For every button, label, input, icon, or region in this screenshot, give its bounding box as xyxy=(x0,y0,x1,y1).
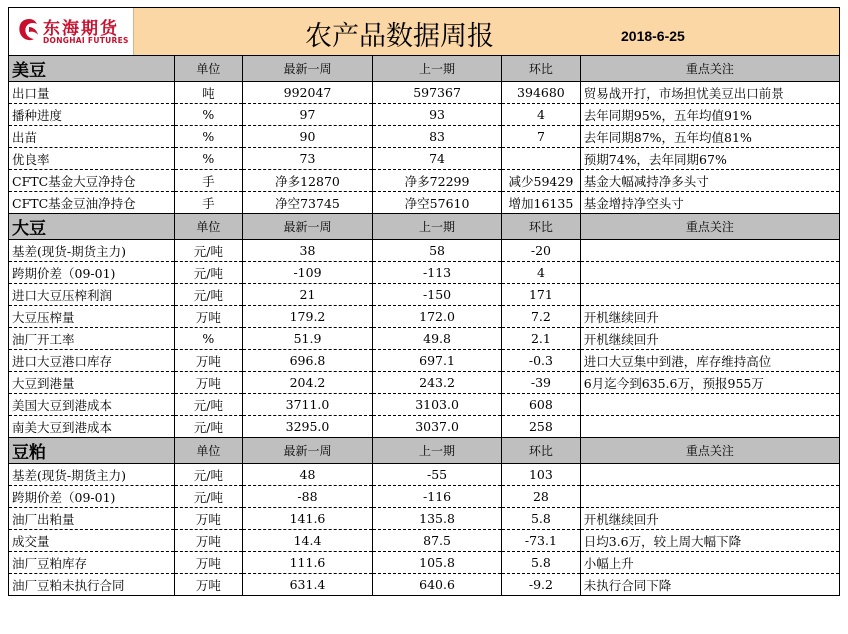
previous-value: 640.6 xyxy=(373,574,502,596)
previous-value: 净空57610 xyxy=(373,192,502,214)
table-row xyxy=(9,104,840,126)
latest-week-value: 179.2 xyxy=(242,306,372,328)
latest-week-value: 3711.0 xyxy=(242,394,372,416)
column-header: 环比 xyxy=(502,56,581,82)
previous-value: 597367 xyxy=(373,82,502,104)
unit-cell: 万吨 xyxy=(174,574,242,596)
previous-value: 净多72299 xyxy=(373,170,502,192)
latest-week-value: 97 xyxy=(242,104,372,126)
column-header: 最新一周 xyxy=(242,56,372,82)
previous-value: 3103.0 xyxy=(373,394,502,416)
unit-cell: 元/吨 xyxy=(174,262,242,284)
column-header: 单位 xyxy=(174,56,242,82)
change-value: 4 xyxy=(502,262,581,284)
unit-cell: 万吨 xyxy=(174,530,242,552)
metric-name: 播种进度 xyxy=(9,104,175,126)
focus-note xyxy=(580,284,839,306)
table-row xyxy=(9,552,840,574)
latest-week-value: 14.4 xyxy=(242,530,372,552)
focus-note: 去年同期95%，五年均值91% xyxy=(580,104,839,126)
previous-value: -55 xyxy=(373,464,502,486)
table-row xyxy=(9,416,840,438)
column-header: 上一期 xyxy=(373,214,502,240)
change-value: 4 xyxy=(502,104,581,126)
change-value: 2.1 xyxy=(502,328,581,350)
previous-value: -116 xyxy=(373,486,502,508)
previous-value: 93 xyxy=(373,104,502,126)
table-row xyxy=(9,486,840,508)
report-table xyxy=(8,7,840,596)
logo-chinese-text: 东海期货 xyxy=(43,19,119,39)
latest-week-value: 净多12870 xyxy=(242,170,372,192)
change-value: 608 xyxy=(502,394,581,416)
metric-name: 进口大豆港口库存 xyxy=(9,350,175,372)
metric-name: 油厂豆粕库存 xyxy=(9,552,175,574)
table-row xyxy=(9,530,840,552)
page-title: 农产品数据周报 xyxy=(305,21,494,52)
table-row xyxy=(9,192,840,214)
previous-value: 83 xyxy=(373,126,502,148)
column-header: 环比 xyxy=(502,438,581,464)
table-row xyxy=(9,574,840,596)
latest-week-value: 111.6 xyxy=(242,552,372,574)
previous-value: 243.2 xyxy=(373,372,502,394)
change-value: 5.8 xyxy=(502,552,581,574)
table-row xyxy=(9,464,840,486)
metric-name: CFTC基金豆油净持仓 xyxy=(9,192,175,214)
column-header: 上一期 xyxy=(373,438,502,464)
focus-note: 基金大幅减持净多头寸 xyxy=(580,170,839,192)
change-value: -20 xyxy=(502,240,581,262)
latest-week-value: 90 xyxy=(242,126,372,148)
table-row xyxy=(9,82,840,104)
change-value: 103 xyxy=(502,464,581,486)
section-header-row xyxy=(9,56,840,82)
focus-note: 未执行合同下降 xyxy=(580,574,839,596)
unit-cell: 手 xyxy=(174,170,242,192)
column-header: 单位 xyxy=(174,438,242,464)
unit-cell: 元/吨 xyxy=(174,416,242,438)
latest-week-value: 21 xyxy=(242,284,372,306)
unit-cell: 元/吨 xyxy=(174,486,242,508)
metric-name: 油厂开工率 xyxy=(9,328,175,350)
column-header: 上一期 xyxy=(373,56,502,82)
column-header: 重点关注 xyxy=(580,56,839,82)
metric-name: 跨期价差（09-01) xyxy=(9,486,175,508)
metric-name: 美国大豆到港成本 xyxy=(9,394,175,416)
table-row xyxy=(9,328,840,350)
focus-note: 预期74%，去年同期67% xyxy=(580,148,839,170)
previous-value: -150 xyxy=(373,284,502,306)
section-title: 大豆 xyxy=(9,214,175,240)
unit-cell: 吨 xyxy=(174,82,242,104)
change-value: 28 xyxy=(502,486,581,508)
focus-note: 日均3.6万，较上周大幅下降 xyxy=(580,530,839,552)
previous-value: 58 xyxy=(373,240,502,262)
focus-note xyxy=(580,486,839,508)
previous-value: 697.1 xyxy=(373,350,502,372)
change-value: -39 xyxy=(502,372,581,394)
unit-cell: 万吨 xyxy=(174,306,242,328)
metric-name: 进口大豆压榨利润 xyxy=(9,284,175,306)
table-row xyxy=(9,240,840,262)
change-value: 5.8 xyxy=(502,508,581,530)
change-value: 394680 xyxy=(502,82,581,104)
change-value: 7.2 xyxy=(502,306,581,328)
unit-cell: % xyxy=(174,328,242,350)
change-value: 171 xyxy=(502,284,581,306)
metric-name: 跨期价差（09-01) xyxy=(9,262,175,284)
latest-week-value: 696.8 xyxy=(242,350,372,372)
column-header: 重点关注 xyxy=(580,214,839,240)
previous-value: 172.0 xyxy=(373,306,502,328)
metric-name: 油厂豆粕未执行合同 xyxy=(9,574,175,596)
table-row xyxy=(9,148,840,170)
metric-name: CFTC基金大豆净持仓 xyxy=(9,170,175,192)
focus-note: 开机继续回升 xyxy=(580,306,839,328)
latest-week-value: 992047 xyxy=(242,82,372,104)
change-value: 258 xyxy=(502,416,581,438)
focus-note xyxy=(580,262,839,284)
table-row xyxy=(9,170,840,192)
table-row xyxy=(9,262,840,284)
logo-english-text: DONGHAI FUTURES xyxy=(43,36,129,45)
unit-cell: 元/吨 xyxy=(174,240,242,262)
unit-cell: 手 xyxy=(174,192,242,214)
table-row xyxy=(9,284,840,306)
metric-name: 出苗 xyxy=(9,126,175,148)
latest-week-value: -88 xyxy=(242,486,372,508)
unit-cell: 元/吨 xyxy=(174,464,242,486)
focus-note xyxy=(580,240,839,262)
change-value: -0.3 xyxy=(502,350,581,372)
focus-note: 贸易战开打，市场担忧美豆出口前景 xyxy=(580,82,839,104)
metric-name: 油厂出粕量 xyxy=(9,508,175,530)
section-title: 美豆 xyxy=(9,56,175,82)
unit-cell: 元/吨 xyxy=(174,394,242,416)
change-value xyxy=(502,148,581,170)
metric-name: 优良率 xyxy=(9,148,175,170)
unit-cell: % xyxy=(174,126,242,148)
metric-name: 成交量 xyxy=(9,530,175,552)
table-row xyxy=(9,508,840,530)
report-date: 2018-6-25 xyxy=(621,28,685,44)
change-value: -9.2 xyxy=(502,574,581,596)
metric-name: 出口量 xyxy=(9,82,175,104)
previous-value: 49.8 xyxy=(373,328,502,350)
focus-note: 小幅上升 xyxy=(580,552,839,574)
title-row xyxy=(9,8,840,56)
previous-value: 135.8 xyxy=(373,508,502,530)
section-header-row xyxy=(9,214,840,240)
table-row xyxy=(9,126,840,148)
column-header: 最新一周 xyxy=(242,214,372,240)
previous-value: 3037.0 xyxy=(373,416,502,438)
latest-week-value: 3295.0 xyxy=(242,416,372,438)
previous-value: 105.8 xyxy=(373,552,502,574)
unit-cell: % xyxy=(174,148,242,170)
focus-note: 开机继续回升 xyxy=(580,508,839,530)
focus-note xyxy=(580,464,839,486)
column-header: 重点关注 xyxy=(580,438,839,464)
change-value: 7 xyxy=(502,126,581,148)
unit-cell: 元/吨 xyxy=(174,284,242,306)
column-header: 环比 xyxy=(502,214,581,240)
latest-week-value: 141.6 xyxy=(242,508,372,530)
unit-cell: 万吨 xyxy=(174,552,242,574)
focus-note: 去年同期87%，五年均值81% xyxy=(580,126,839,148)
column-header: 单位 xyxy=(174,214,242,240)
latest-week-value: 204.2 xyxy=(242,372,372,394)
table-row xyxy=(9,394,840,416)
focus-note: 开机继续回升 xyxy=(580,328,839,350)
metric-name: 大豆到港量 xyxy=(9,372,175,394)
company-logo xyxy=(9,8,134,55)
column-header: 最新一周 xyxy=(242,438,372,464)
focus-note xyxy=(580,416,839,438)
unit-cell: 万吨 xyxy=(174,372,242,394)
metric-name: 大豆压榨量 xyxy=(9,306,175,328)
latest-week-value: 51.9 xyxy=(242,328,372,350)
change-value: -73.1 xyxy=(502,530,581,552)
focus-note: 基金增持净空头寸 xyxy=(580,192,839,214)
previous-value: -113 xyxy=(373,262,502,284)
focus-note: 6月迄今到635.6万，预报955万 xyxy=(580,372,839,394)
latest-week-value: 48 xyxy=(242,464,372,486)
unit-cell: % xyxy=(174,104,242,126)
change-value: 增加16135 xyxy=(502,192,581,214)
section-title: 豆粕 xyxy=(9,438,175,464)
latest-week-value: -109 xyxy=(242,262,372,284)
unit-cell: 万吨 xyxy=(174,508,242,530)
latest-week-value: 73 xyxy=(242,148,372,170)
table-row xyxy=(9,350,840,372)
latest-week-value: 净空73745 xyxy=(242,192,372,214)
change-value: 减少59429 xyxy=(502,170,581,192)
focus-note xyxy=(580,394,839,416)
table-row xyxy=(9,372,840,394)
table-row xyxy=(9,306,840,328)
metric-name: 南美大豆到港成本 xyxy=(9,416,175,438)
section-header-row xyxy=(9,438,840,464)
report-sheet xyxy=(8,7,840,596)
unit-cell: 万吨 xyxy=(174,350,242,372)
metric-name: 基差(现货-期货主力) xyxy=(9,240,175,262)
previous-value: 87.5 xyxy=(373,530,502,552)
latest-week-value: 38 xyxy=(242,240,372,262)
latest-week-value: 631.4 xyxy=(242,574,372,596)
metric-name: 基差(现货-期货主力) xyxy=(9,464,175,486)
focus-note: 进口大豆集中到港，库存维持高位 xyxy=(580,350,839,372)
donghai-logo-icon xyxy=(17,17,41,43)
previous-value: 74 xyxy=(373,148,502,170)
title-bar xyxy=(9,8,839,55)
